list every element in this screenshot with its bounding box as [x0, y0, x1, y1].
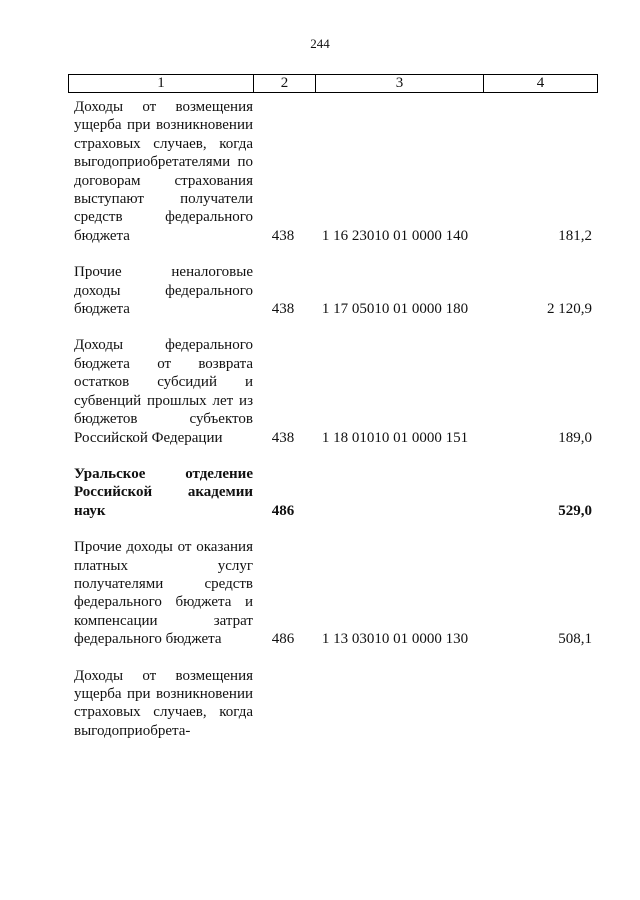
table-row — [68, 538, 598, 648]
table-row — [68, 667, 598, 741]
row-name: Прочие неналоговые доходы федерального бюджета — [74, 264, 253, 318]
row-name: Прочие доходы от оказания платных услуг получателями средств федерального бюджета и компенсации затрат федерального бюджета — [74, 539, 253, 648]
page-number: 244 — [310, 36, 330, 51]
header-col-1: 1 — [69, 75, 254, 92]
table-row — [68, 336, 598, 446]
row-name: Доходы от возмещения ущерба при возникновении страховых случаев, когда выгодоприобретателями по договорам страхования выступают получатели средств федерального бюджета — [74, 99, 253, 244]
header-col-4: 4 — [536, 75, 545, 91]
row-amount: 181,2 — [558, 227, 592, 244]
row-amount: 2 120,9 — [547, 301, 592, 318]
row-kbk: 1 13 03010 01 0000 130 — [321, 631, 469, 648]
row-amount: 529,0 — [558, 502, 592, 519]
revenue-table — [68, 74, 598, 740]
table-row-section — [68, 465, 598, 520]
row-amount: 189,0 — [558, 429, 592, 446]
row-admin-code: 438 — [271, 429, 295, 446]
row-admin-code: 438 — [271, 301, 295, 318]
header-col-2: 2 — [254, 75, 316, 92]
row-name: Доходы федерального бюджета от возврата остатков субсидий и субвенций прошлых лет из бюджетов субъектов Российской Федерации — [74, 337, 253, 446]
row-kbk: 1 18 01010 01 0000 151 — [321, 429, 469, 446]
row-admin-code: 486 — [271, 502, 295, 519]
row-amount: 508,1 — [558, 631, 592, 648]
row-name: Доходы от возмещения ущерба при возникновении страховых случаев, когда выгодоприобрета- — [74, 667, 253, 739]
row-kbk: 1 17 05010 01 0000 180 — [321, 301, 469, 318]
row-admin-code: 438 — [271, 227, 295, 244]
row-admin-code: 486 — [271, 631, 295, 648]
table-body — [68, 98, 598, 740]
header-col-3: 3 — [316, 75, 484, 92]
row-kbk: 1 16 23010 01 0000 140 — [321, 227, 469, 244]
table-row — [68, 98, 598, 245]
table-header-row — [68, 74, 598, 93]
row-name: Уральское отделение Российской академии наук — [74, 465, 253, 519]
table-row — [68, 263, 598, 318]
